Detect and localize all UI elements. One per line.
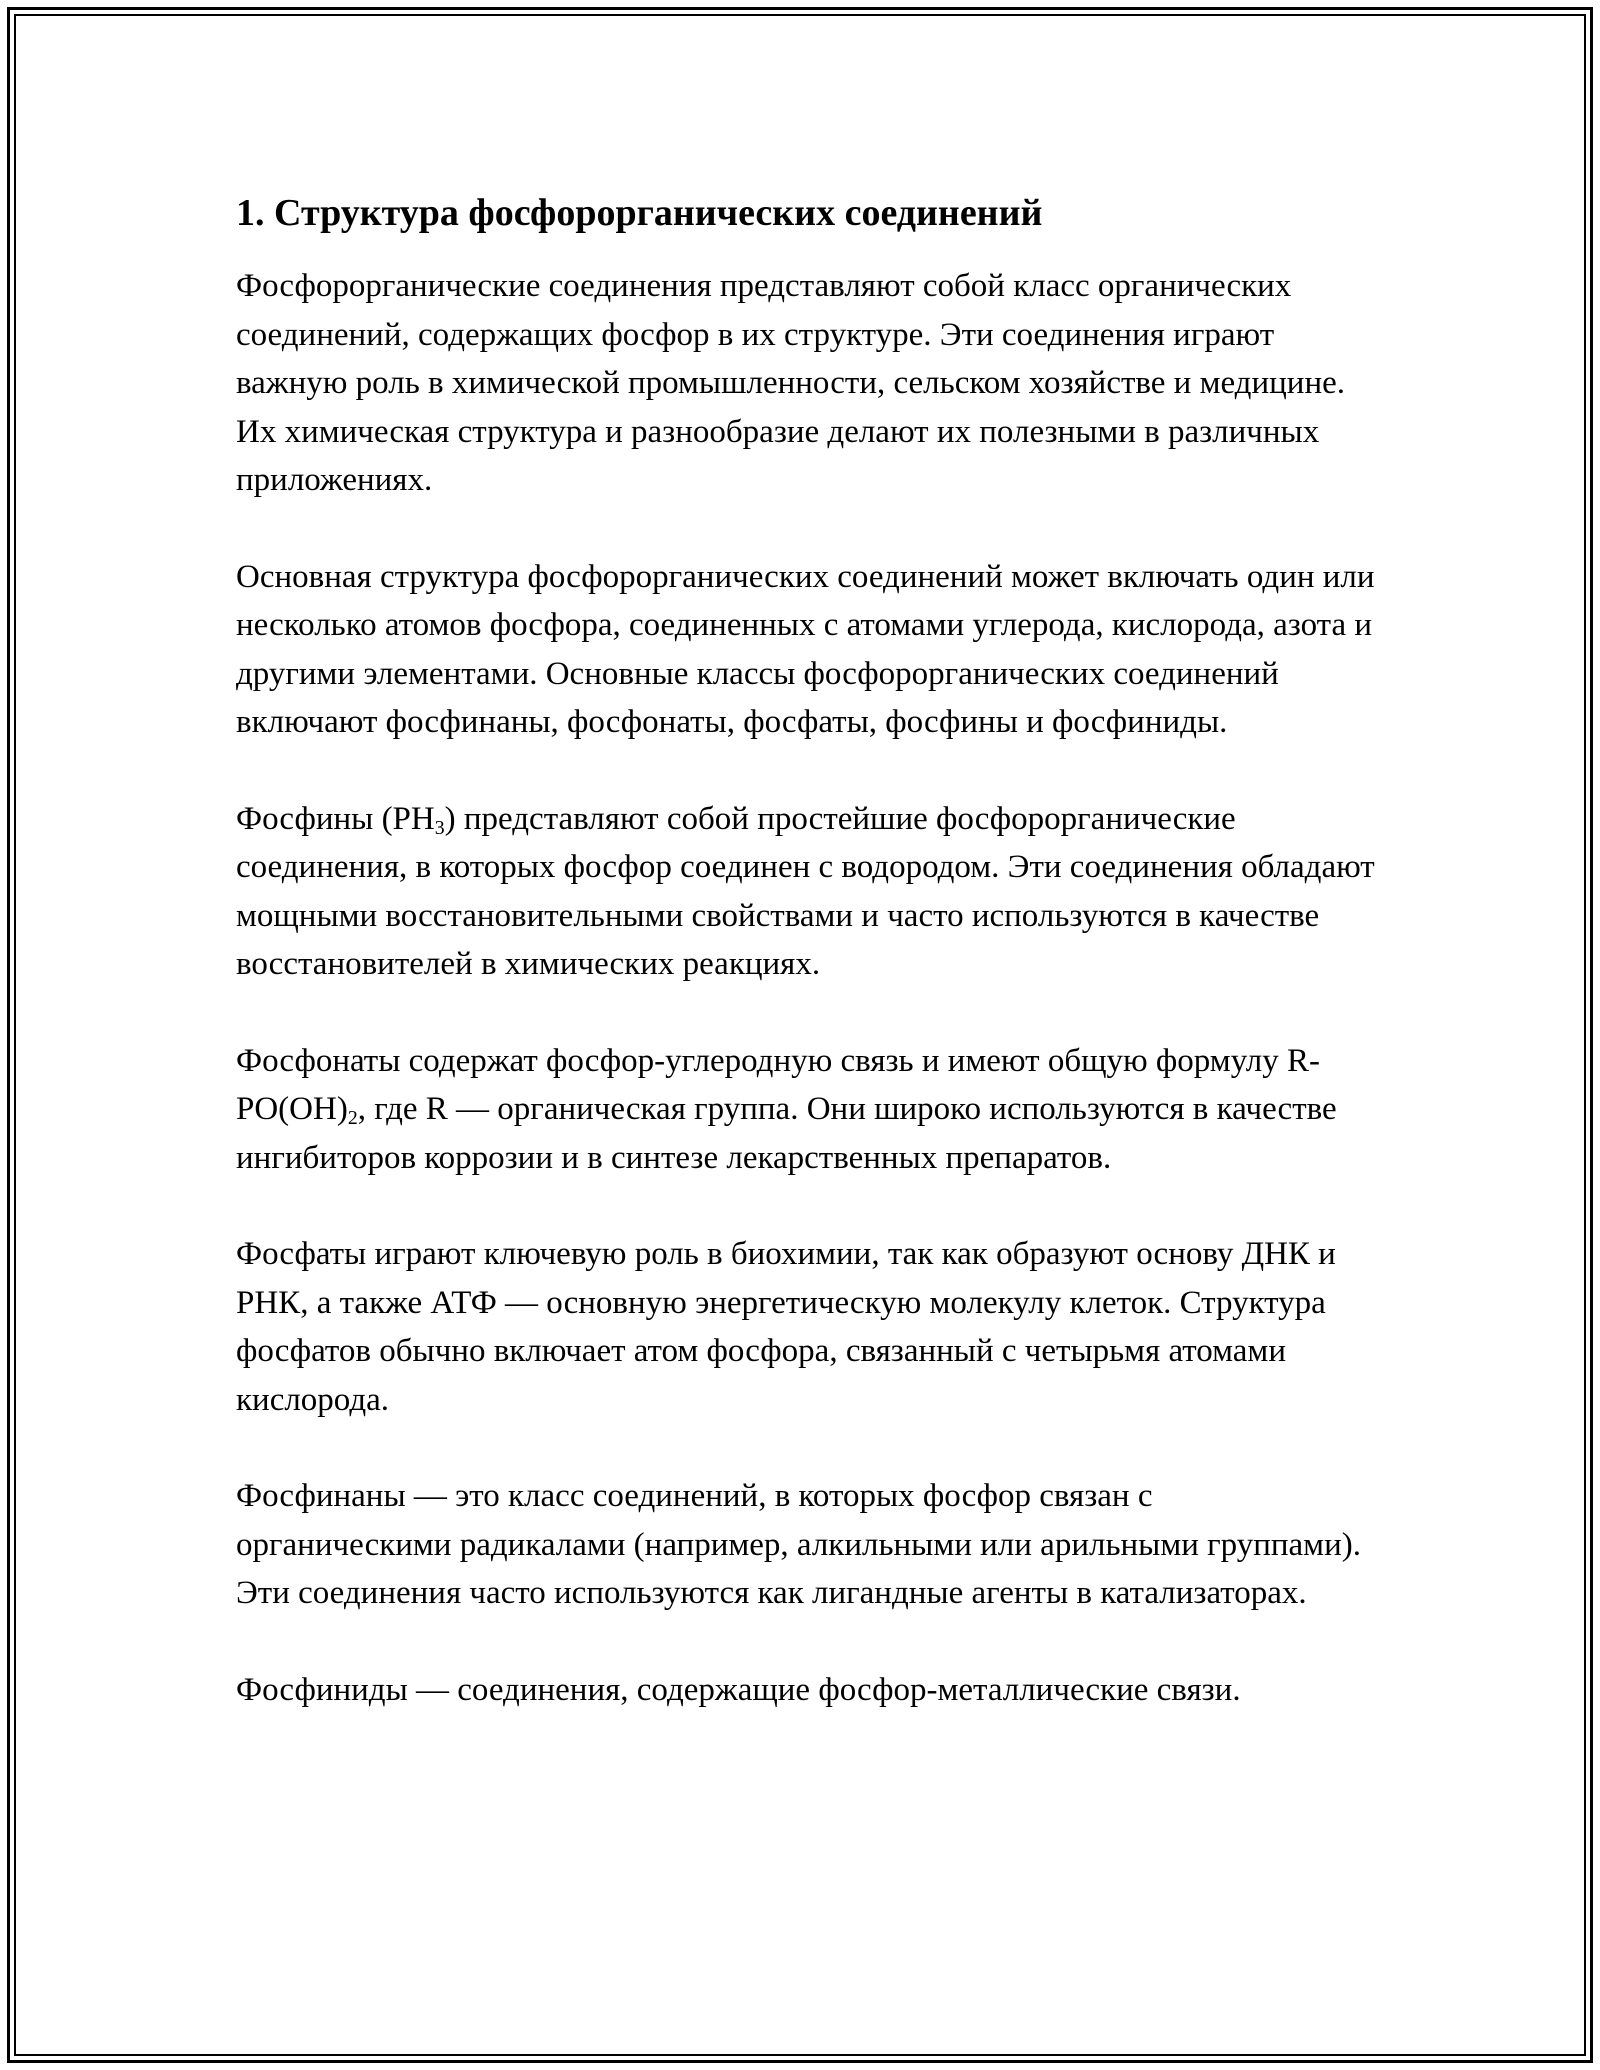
paragraph-phosphates: Фосфаты играют ключевую роль в биохимии, так как образуют основу ДНК и РНК, а также АТФ — основную энергетическую молекулу клеток. Структура фосфатов обычно включает атом фосфора, связанный с четырьмя атомами кислорода.: [236, 1236, 1336, 1418]
phosphonates-text-start: Фосфонаты содержат фосфор-углеродную связь и имеют общую формулу R-PO(OH): [236, 1042, 1320, 1127]
phosphines-text-start: Фосфины (PH: [236, 800, 435, 837]
document-body: [236, 186, 1376, 1762]
phosphines-text-end: ) представляют собой простейшие фосфорорганические соединения, в которых фосфор соединен с водородом. Эти соединения обладают мощными восстановительными свойствами и часто используются в качестве восстановителей в химических реакциях.: [236, 800, 1375, 982]
paragraph-phosphines: [236, 795, 1376, 989]
section-title: 1. Структура фосфорорганических соединений: [236, 192, 1043, 234]
phosphonates-subscript: 2: [347, 1106, 358, 1129]
paragraph-phosphonates: [236, 1037, 1376, 1183]
paragraph-structure: Основная структура фосфорорганических соединений может включать один или несколько атомов фосфора, соединенных с атомами углерода, кислорода, азота и другими элементами. Основные классы фосфорорганических соединений включают фосфинаны, фосфонаты, фосфаты, фосфины и фосфиниды.: [236, 558, 1375, 740]
phosphines-subscript: 3: [434, 816, 445, 839]
paragraph-phosphinides: Фосфиниды — соединения, содержащие фосфор-металлические связи.: [236, 1671, 1241, 1708]
paragraph-phosphinanes: Фосфинаны — это класс соединений, в которых фосфор связан с органическими радикалами (например, алкильными или арильными группами). Эти соединения часто используются как лигандные агенты в катализаторах.: [236, 1478, 1361, 1611]
phosphonates-text-end: , где R — органическая группа. Они широко используются в качестве ингибиторов коррозии и в синтезе лекарственных препаратов.: [236, 1091, 1337, 1176]
paragraph-intro: Фосфорорганические соединения представляют собой класс органических соединений, содержащих фосфор в их структуре. Эти соединения играют важную роль в химической промышленности, сельском хозяйстве и медицине. Их химическая структура и разнообразие делают их полезными в различных приложениях.: [236, 268, 1346, 498]
